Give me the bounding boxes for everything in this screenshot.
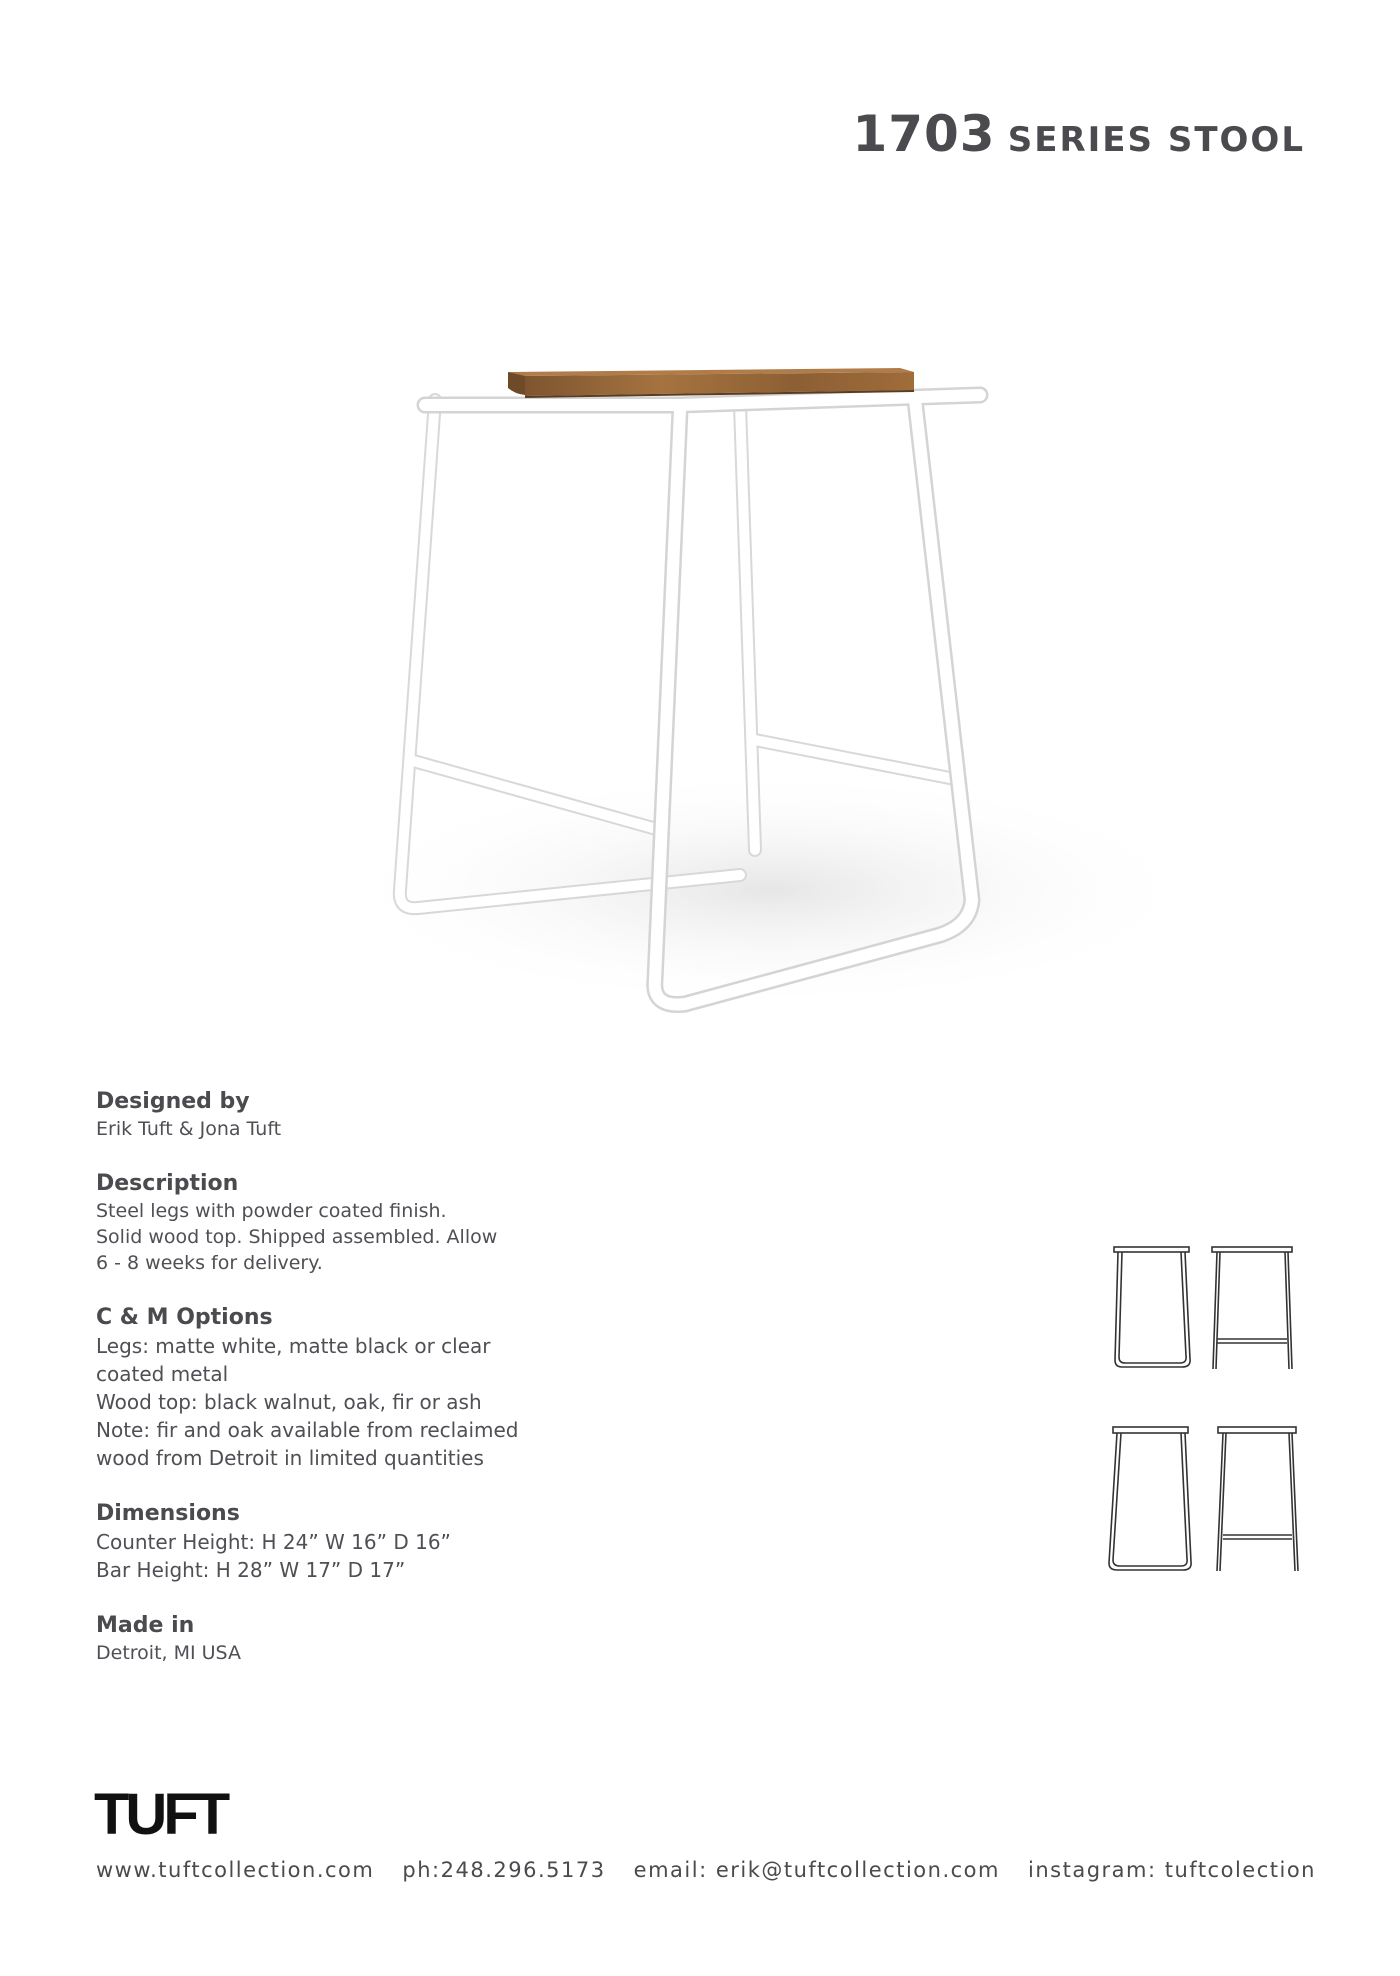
spec-heading: Dimensions bbox=[96, 1501, 240, 1526]
spec-line: Wood top: black walnut, oak, fir or ash bbox=[96, 1390, 482, 1414]
spec-heading: Made in bbox=[96, 1613, 195, 1638]
footer-instagram-link[interactable]: instagram: tuftcolection bbox=[1028, 1858, 1316, 1882]
spec-line: Counter Height: H 24” W 16” D 16” bbox=[96, 1530, 451, 1554]
footer-contact bbox=[96, 1858, 1316, 1882]
spec-heading: Description bbox=[96, 1171, 239, 1196]
spec-line: coated metal bbox=[96, 1362, 229, 1386]
spec-made-in bbox=[96, 1612, 616, 1666]
footer-phone: ph:248.296.5173 bbox=[402, 1858, 606, 1882]
counter-stool-side-drawing bbox=[1108, 1245, 1198, 1375]
spec-value: Detroit, MI USA bbox=[96, 1642, 241, 1664]
page-title bbox=[852, 105, 1305, 163]
spec-designed-by bbox=[96, 1088, 616, 1142]
spec-dimensions bbox=[96, 1500, 616, 1584]
spec-line: Solid wood top. Shipped assembled. Allow bbox=[96, 1226, 498, 1248]
spec-heading: Designed by bbox=[96, 1089, 250, 1114]
spec-value: Erik Tuft & Jona Tuft bbox=[96, 1118, 282, 1140]
spec-line: Legs: matte white, matte black or clear bbox=[96, 1334, 491, 1358]
spec-line: wood from Detroit in limited quantities bbox=[96, 1446, 484, 1470]
spec-line: Steel legs with powder coated finish. bbox=[96, 1200, 447, 1222]
footer-email-link[interactable]: email: erik@tuftcollection.com bbox=[633, 1858, 1000, 1882]
counter-stool-front-drawing bbox=[1208, 1245, 1298, 1375]
bar-stool-front-drawing bbox=[1210, 1425, 1305, 1575]
spec-list bbox=[96, 1088, 616, 1694]
spec-options bbox=[96, 1304, 616, 1472]
tuft-logo: TUFT bbox=[94, 1782, 227, 1847]
spec-heading: C & M Options bbox=[96, 1305, 273, 1330]
title-number: 1703 bbox=[852, 105, 996, 163]
seat-front bbox=[508, 372, 525, 395]
spec-description bbox=[96, 1170, 616, 1276]
spec-line: Bar Height: H 28” W 17” D 17” bbox=[96, 1558, 406, 1582]
stool-photo bbox=[300, 330, 1350, 1060]
footer-website-link[interactable]: www.tuftcollection.com bbox=[96, 1858, 375, 1882]
bar-stool-side-drawing bbox=[1103, 1425, 1198, 1575]
spec-line: Note: fir and oak available from reclaimed bbox=[96, 1418, 519, 1442]
spec-line: 6 - 8 weeks for delivery. bbox=[96, 1252, 323, 1274]
title-words: SERIES STOOL bbox=[1007, 120, 1305, 160]
